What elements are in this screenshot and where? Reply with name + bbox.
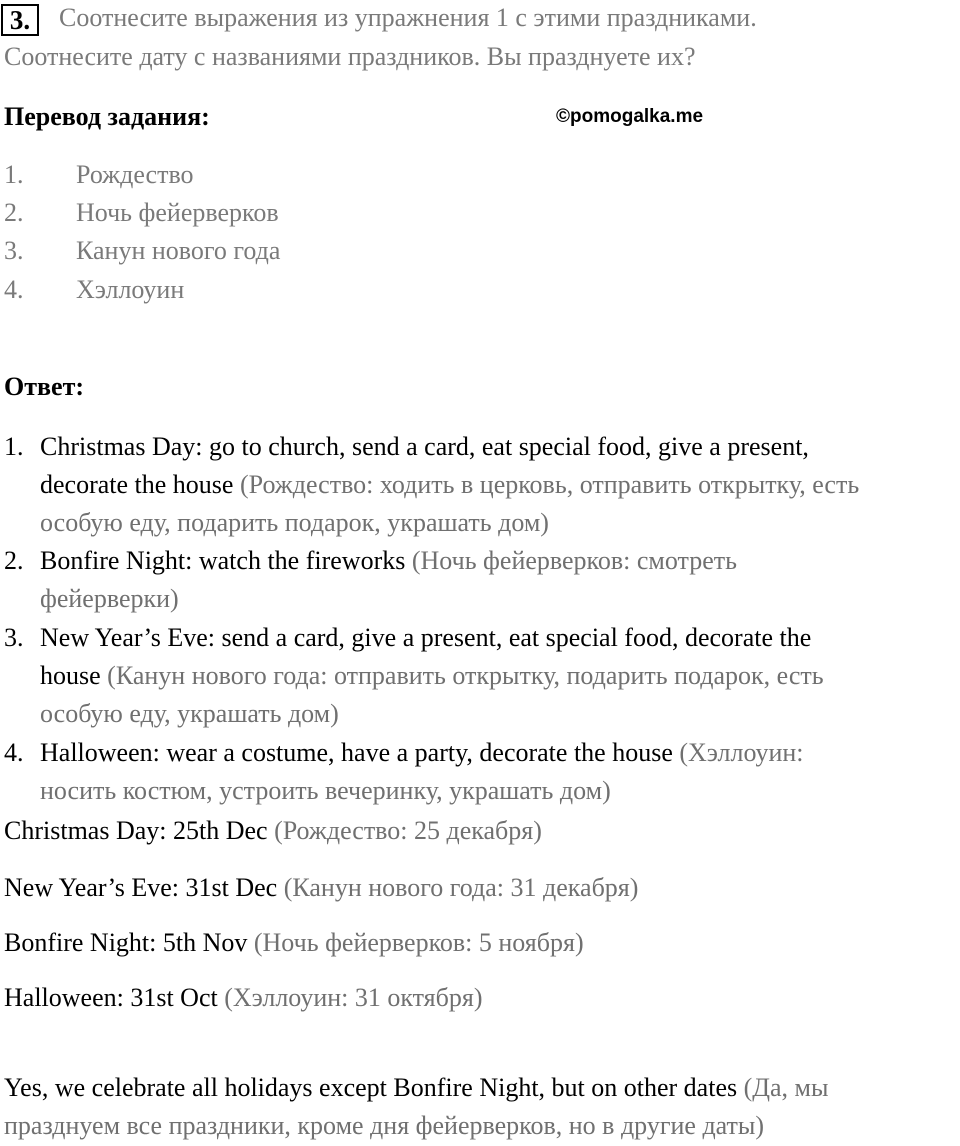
list-item-text: Ночь фейерверков [76,198,279,227]
date-russian-text: (Рождество: 25 декабря) [274,816,542,845]
conclusion-line-1 [4,1073,828,1103]
answer-item-number: 3. [4,623,24,652]
answer-line [40,776,611,806]
date-russian-text: (Ночь фейерверков: 5 ноября) [253,928,584,957]
answer-line [40,508,549,538]
answer-line [40,584,179,614]
conclusion-russian-text: (Да, мы [743,1073,829,1102]
answer-english-text: Christmas Day: go to church, send a card, eat special food, give a present, [40,432,809,461]
answer-item-number: 4. [4,738,24,767]
answer-english-text: Bonfire Night: watch the fireworks [40,546,406,575]
list-item-number: 1. [4,160,24,189]
watermark: ©pomogalka.me [556,106,704,127]
conclusion-line-2 [4,1111,764,1141]
answer-english-text: New Year’s Eve: send a card, give a present, eat special food, decorate the [40,623,812,652]
date-english-text: Bonfire Night: 5th Nov [4,928,248,957]
date-english-text: New Year’s Eve: 31st Dec [4,873,278,902]
list-item-text: Канун нового года [76,236,281,265]
conclusion-english-text: Yes, we celebrate all holidays except Bonfire Night, but on other dates [4,1073,738,1102]
answer-line [40,623,811,653]
date-english-text: Christmas Day: 25th Dec [4,816,268,845]
answer-russian-text: (Хэллоуин: [679,738,804,767]
answer-line [40,470,859,500]
date-line [4,928,584,958]
answer-russian-text: (Рождество: ходить в церковь, отправить открытку, есть [239,470,860,499]
answer-russian-text: особую еду, подарить подарок, украшать дом) [40,508,549,537]
answer-item-number: 1. [4,432,24,461]
date-line [4,873,638,903]
list-item-number: 3. [4,236,24,265]
answer-russian-text: (Ночь фейерверков: смотреть [411,546,737,575]
answer-line [40,661,824,691]
answer-russian-text: носить костюм, устроить вечеринку, украшать дом) [40,776,611,805]
date-english-text: Halloween: 31st Oct [4,983,218,1012]
date-russian-text: (Канун нового года: 31 декабря) [283,873,639,902]
list-item-number: 4. [4,275,24,304]
answer-line [40,699,339,729]
answer-russian-text: особую еду, украшать дом) [40,699,339,728]
list-item-number: 2. [4,198,24,227]
list-item-text: Рождество [76,160,194,189]
translation-heading: Перевод задания: [4,102,210,131]
answer-english-text: Halloween: wear a costume, have a party, decorate the house [40,738,673,767]
date-line [4,983,482,1013]
answer-line [40,432,809,462]
date-russian-text: (Хэллоуин: 31 октября) [224,983,483,1012]
conclusion-russian-text: празднуем все праздники, кроме дня фейерверков, но в другие даты) [4,1111,765,1140]
answer-item-number: 2. [4,546,24,575]
answer-heading: Ответ: [4,372,85,401]
answer-english-text: decorate the house [40,470,234,499]
task-text-line-2: Соотнесите дату с названиями праздников. Вы празднуете их? [4,42,696,71]
answer-line [40,546,737,576]
list-item-text: Хэллоуин [76,275,185,304]
answer-english-text: house [40,661,101,690]
task-text-line-1: Соотнесите выражения из упражнения 1 с этими праздниками. [59,3,757,32]
task-number-box: 3. [1,4,39,36]
answer-russian-text: фейерверки) [40,584,179,613]
answer-russian-text: (Канун нового года: отправить открытку, подарить подарок, есть [107,661,824,690]
date-line [4,816,542,846]
answer-line [40,738,804,768]
